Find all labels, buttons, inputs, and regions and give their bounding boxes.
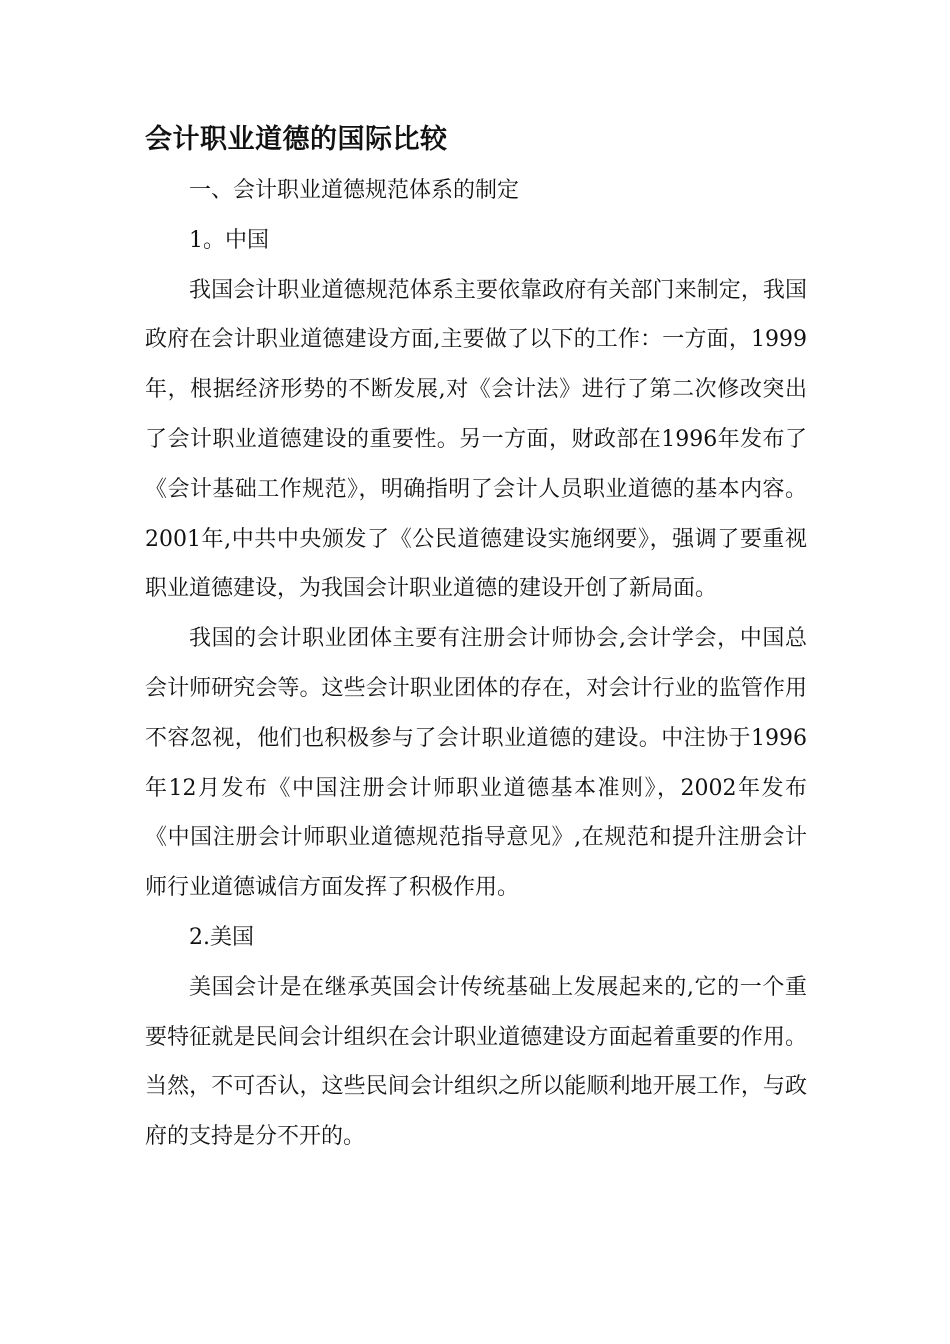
- section-heading: 一、会计职业道德规范体系的制定: [189, 178, 520, 203]
- document-body: [145, 166, 807, 1162]
- paragraph: 我国的会计职业团体主要有注册会计师协会,会计学会，中国总会计师研究会等。这些会计职业团体的存在，对会计行业的监管作用不容忽视，他们也积极参与了会计职业道德的建设。中注协于1996年12月发布《中国注册会计师职业道德基本准则》，2002年发布《中国注册会计师职业道德规范指导意见》,在规范和提升注册会计师行业道德诚信方面发挥了积极作用。: [145, 626, 807, 901]
- document-title: 会计职业道德的国际比较: [145, 124, 448, 155]
- subheading-usa: 2.美国: [189, 924, 254, 950]
- paragraph: 我国会计职业道德规范体系主要依靠政府有关部门来制定，我国政府在会计职业道德建设方面,主要做了以下的工作：一方面，1999年，根据经济形势的不断发展,对《会计法》进行了第二次修改突出了会计职业道德建设的重要性。另一方面，财政部在1996年发布了《会计基础工作规范》，明确指明了会计人员职业道德的基本内容。2001年,中共中央颁发了《公民道德建设实施纲要》，强调了要重视职业道德建设，为我国会计职业道德的建设开创了新局面。: [145, 277, 807, 602]
- paragraph: 美国会计是在继承英国会计传统基础上发展起来的,它的一个重要特征就是民间会计组织在会计职业道德建设方面起着重要的作用。当然，不可否认，这些民间会计组织之所以能顺利地开展工作，与政府的支持是分不开的。: [145, 974, 807, 1150]
- subheading-china: 1。中国: [189, 227, 269, 253]
